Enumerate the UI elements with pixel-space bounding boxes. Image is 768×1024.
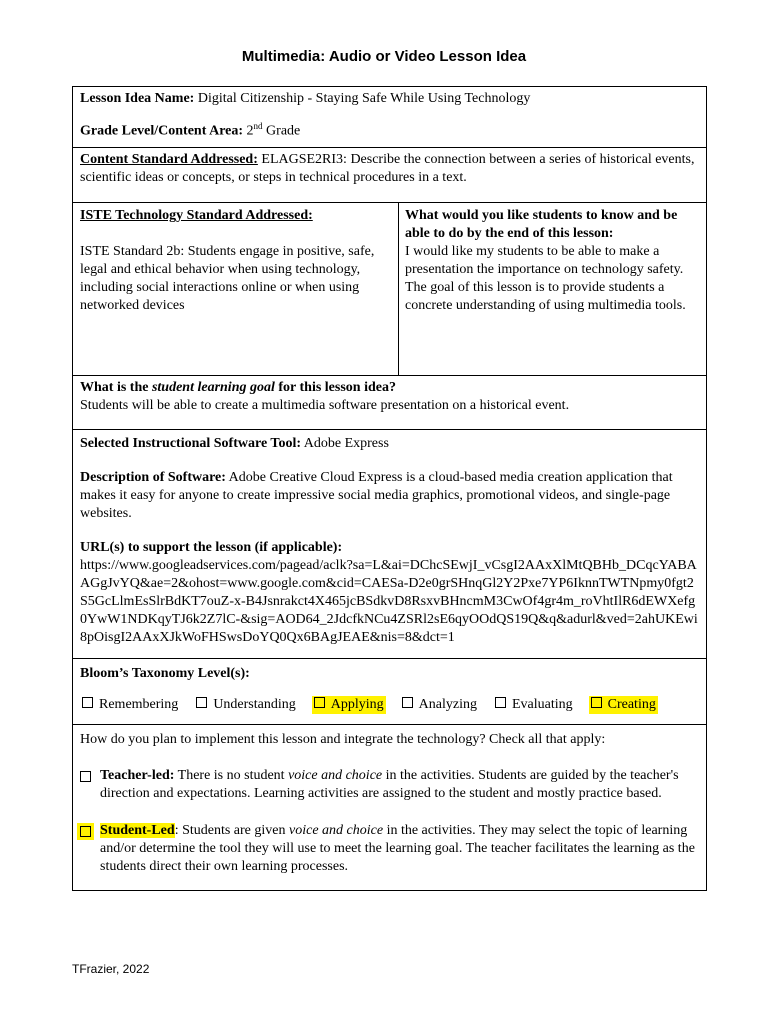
support-url-link[interactable]: https://www.googleadservices.com/pagead/aclk?sa=L&ai=DChcSEwjI_vCsgI2AAxXlMtQBHb_DCqcYABAAGgJvYQ&ae=2&ohost=www.google.com&cid=CAESa-D2e0grSHnqGl2Y2Pxe7YP6IknnTWTNpmy0fgt2S5GcLlmEsSlrBdKT7ouZ-x-B4Jsnrakct4X465jcBSdkvD8RsxvBHncmM3CwOf4gr4m_roVhtIlR6dEWXefg0YwW1NDKqyTJ6k2Z7lC-&sig=AOD64_2JdcfkNCu4ZSRl2sE6qyOOdQS19Q&q&adurl&ved=2ahUKEwi8pOisgI2AAxXJkWoFHSwsDoYQ0Qx6BAgJEAE&nis=8&dct=1 xyxy=(80,557,698,645)
know-cell xyxy=(399,203,706,375)
teacher-led-text-pre: There is no student xyxy=(177,767,285,783)
bloom-option-label: Applying xyxy=(330,696,384,712)
software-tool-label: Selected Instructional Software Tool: xyxy=(80,435,302,451)
bloom-options xyxy=(80,696,700,714)
checkbox-icon[interactable] xyxy=(495,697,506,708)
content-standard-row xyxy=(73,147,706,202)
grade-rest: Grade xyxy=(266,123,301,139)
checkbox-icon[interactable] xyxy=(82,697,93,708)
checkbox-icon[interactable] xyxy=(591,697,602,708)
student-led-option[interactable] xyxy=(80,822,700,876)
lesson-name-label: Lesson Idea Name: xyxy=(80,91,195,106)
teacher-led-text-post: in the activities. Students are guided by the teacher's direction and expectations. Learning activities are assigned to the student and mostly practice based. xyxy=(100,767,679,801)
goal-label-pre: What is the xyxy=(80,379,149,395)
know-label: What would you like students to know and be able to do by the end of this lesson: xyxy=(405,207,678,241)
page-title: Multimedia: Audio or Video Lesson Idea xyxy=(241,48,527,65)
bloom-option-label: Evaluating xyxy=(511,696,573,712)
implement-question: How do you plan to implement this lesson and integrate the technology? Check all that apply: xyxy=(80,731,606,747)
content-standard-value: ELAGSE2RI3: Describe the connection between a series of historical events, scientific ideas or concepts, or steps in technical procedures in a text. xyxy=(80,151,695,185)
bloom-option-label: Creating xyxy=(607,696,656,712)
bloom-option-label: Analyzing xyxy=(418,696,477,712)
bloom-option-understanding[interactable] xyxy=(194,696,297,714)
checkbox-icon[interactable] xyxy=(196,697,207,708)
grade-suffix: nd xyxy=(253,121,263,131)
know-value: I would like my students to be able to make a presentation the importance on technology safety. The goal of this lesson is to provide students a concrete understanding of using multimedia tools. xyxy=(405,243,686,313)
lesson-name-value: Digital Citizenship - Staying Safe While Using Technology xyxy=(197,91,531,106)
student-led-text-em: voice and choice xyxy=(289,822,384,838)
footer-credit: TFrazier, 2022 xyxy=(72,962,150,976)
standards-split-row xyxy=(73,202,706,375)
bloom-option-analyzing[interactable] xyxy=(400,696,479,714)
bloom-option-evaluating[interactable] xyxy=(493,696,575,714)
checkbox-icon[interactable] xyxy=(80,826,91,837)
grade-number: 2 xyxy=(246,123,254,139)
content-standard-label: Content Standard Addressed: xyxy=(80,151,258,167)
checkbox-icon[interactable] xyxy=(314,697,325,708)
learning-goal-row xyxy=(73,375,706,429)
bloom-option-label: Remembering xyxy=(99,696,179,712)
bloom-option-creating[interactable] xyxy=(589,696,658,714)
teacher-led-option[interactable] xyxy=(80,767,700,803)
lesson-name-row xyxy=(73,87,706,147)
iste-label: ISTE Technology Standard Addressed: xyxy=(80,207,313,223)
checkbox-icon[interactable] xyxy=(402,697,413,708)
goal-label-em: student learning goal xyxy=(151,379,275,395)
iste-value: ISTE Standard 2b: Students engage in positive, safe, legal and ethical behavior when using technology, including social interactions online or when using networked devices xyxy=(80,243,375,313)
software-row xyxy=(73,429,706,658)
bloom-option-applying[interactable] xyxy=(312,696,386,714)
teacher-led-text-em: voice and choice xyxy=(288,767,383,783)
grade-label: Grade Level/Content Area: xyxy=(80,123,244,139)
bloom-row xyxy=(73,658,706,724)
url-label: URL(s) to support the lesson (if applicable): xyxy=(80,539,343,555)
software-desc-value: Adobe Creative Cloud Express is a cloud-based media creation application that makes it easy for anyone to create impressive social media graphics, promotional videos, and single-page websites. xyxy=(80,469,673,521)
implementation-row xyxy=(73,724,706,890)
software-desc-label: Description of Software: xyxy=(80,469,226,485)
student-led-text-post: in the activities. They may select the topic of learning and/or determine the tool they will use to meet the learning goal. The teacher facilitates the learning as the students direct their own learning processes. xyxy=(100,822,695,874)
student-led-label: Student-Led xyxy=(100,822,175,838)
goal-label-post: for this lesson idea? xyxy=(278,379,396,395)
student-led-text-pre: : Students are given xyxy=(174,822,286,838)
lesson-form xyxy=(72,86,707,891)
software-tool-value: Adobe Express xyxy=(303,435,389,451)
checkbox-icon[interactable] xyxy=(80,771,91,782)
bloom-option-label: Understanding xyxy=(213,696,296,712)
goal-value: Students will be able to create a multimedia software presentation on a historical event. xyxy=(80,397,570,413)
teacher-led-label: Teacher-led: xyxy=(100,767,175,783)
bloom-option-remembering[interactable] xyxy=(80,696,180,714)
bloom-label: Bloom’s Taxonomy Level(s): xyxy=(80,665,250,681)
iste-cell xyxy=(73,203,399,375)
